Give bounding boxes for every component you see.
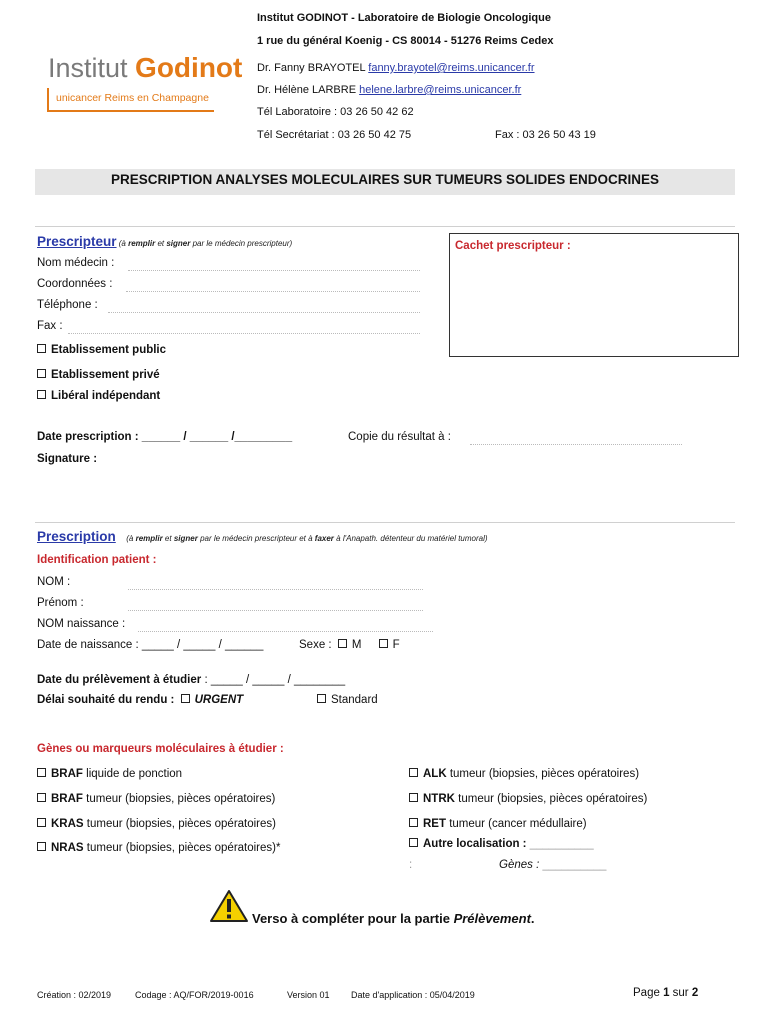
nom-label: NOM : <box>37 576 71 588</box>
gene-ret[interactable]: RET tumeur (cancer médullaire) <box>409 818 587 830</box>
prescripteur-note: (à remplir et signer par le médecin prescripteur) <box>116 239 293 248</box>
copie-resultat-field[interactable] <box>470 443 682 445</box>
checkbox-icon[interactable] <box>409 818 418 827</box>
doctor1-name: Dr. Fanny BRAYOTEL <box>257 62 369 74</box>
section-divider <box>35 226 735 227</box>
checkbox-icon[interactable] <box>409 768 418 777</box>
gene-ntrk[interactable]: NTRK tumeur (biopsies, pièces opératoires) <box>409 793 647 805</box>
doctor1-email-link[interactable]: fanny.brayotel@reims.unicancer.fr <box>368 62 535 74</box>
checkbox-icon[interactable] <box>37 793 46 802</box>
date-prescription[interactable]: Date prescription : ______ / ______ /_________ <box>37 431 293 443</box>
delai-rendu <box>37 694 243 706</box>
checkbox-icon[interactable] <box>317 694 326 703</box>
prescripteur-header <box>37 233 292 251</box>
gene-kras[interactable]: KRAS tumeur (biopsies, pièces opératoires) <box>37 818 276 830</box>
telephone-label: Téléphone : <box>37 299 98 311</box>
prenom-label: Prénom : <box>37 597 84 609</box>
prescription-note: (à remplir et signer par le médecin prescripteur et à faxer à l'Anapath. détenteur du matériel tumoral) <box>126 534 488 543</box>
section-divider <box>35 522 735 523</box>
prescription-heading: Prescription <box>37 529 116 544</box>
warning-icon <box>209 889 249 923</box>
checkbox-icon[interactable] <box>379 639 388 648</box>
logo-word-godinot: Godinot <box>135 52 243 83</box>
checkbox-icon[interactable] <box>409 793 418 802</box>
identification-heading: Identification patient : <box>37 554 157 566</box>
lab-name: Institut GODINOT - Laboratoire de Biologie Oncologique <box>257 12 551 24</box>
checkbox-icon[interactable] <box>37 344 46 353</box>
doctor2-name: Dr. Hélène LARBRE <box>257 84 360 96</box>
fax-field[interactable] <box>68 332 420 334</box>
footer-codage: Codage : AQ/FOR/2019-0016 <box>135 990 254 1000</box>
lab-address: 1 rue du général Koenig - CS 80014 - 51276 Reims Cedex <box>257 35 554 47</box>
footer-creation: Création : 02/2019 <box>37 990 112 1000</box>
standard-option[interactable]: Standard <box>317 694 378 706</box>
prescripteur-heading: Prescripteur <box>37 234 117 249</box>
fax-label: Fax : <box>37 320 63 332</box>
nom-naissance-label: NOM naissance : <box>37 618 126 630</box>
coordonnees-field[interactable] <box>126 290 420 292</box>
tel-secretariat: Tél Secrétariat : 03 26 50 42 75 <box>257 129 412 141</box>
prenom-field[interactable] <box>128 609 423 611</box>
etab-prive-option[interactable]: Etablissement privé <box>37 369 160 381</box>
signature-label: Signature : <box>37 453 98 465</box>
nom-field[interactable] <box>128 588 423 590</box>
doctor2 <box>257 84 521 96</box>
autre-localisation[interactable]: Autre localisation : __________ <box>409 838 594 850</box>
checkbox-icon[interactable] <box>338 639 347 648</box>
gene-braf-liquide[interactable]: BRAF liquide de ponction <box>37 768 182 780</box>
liberal-option[interactable]: Libéral indépendant <box>37 390 160 402</box>
colon-mark: : <box>409 859 413 871</box>
copie-resultat-label: Copie du résultat à : <box>348 431 451 443</box>
verso-note: Verso à compléter pour la partie Prélèvement. <box>252 911 535 926</box>
checkbox-icon[interactable] <box>37 768 46 777</box>
date-prelevement[interactable]: Date du prélèvement à étudier : _____ / _____ / ________ <box>37 674 346 686</box>
cachet-label: Cachet prescripteur : <box>455 240 571 252</box>
checkbox-icon[interactable] <box>37 369 46 378</box>
gene-alk[interactable]: ALK tumeur (biopsies, pièces opératoires) <box>409 768 639 780</box>
footer-application: Date d'application : 05/04/2019 <box>351 990 475 1000</box>
date-naissance[interactable]: Date de naissance : _____ / _____ / ______ <box>37 639 264 651</box>
coordonnees-label: Coordonnées : <box>37 278 113 290</box>
checkbox-icon[interactable] <box>37 818 46 827</box>
checkbox-icon[interactable] <box>37 842 46 851</box>
logo-subtitle: unicancer Reims en Champagne <box>56 92 209 104</box>
checkbox-icon[interactable] <box>181 694 190 703</box>
checkbox-icon[interactable] <box>37 390 46 399</box>
etab-public-option[interactable]: Etablissement public <box>37 344 166 356</box>
genes-heading: Gènes ou marqueurs moléculaires à étudier : <box>37 743 284 755</box>
urgent-option[interactable]: URGENT <box>194 694 244 706</box>
fax-number: Fax : 03 26 50 43 19 <box>495 129 596 141</box>
telephone-field[interactable] <box>108 311 420 313</box>
page-title: PRESCRIPTION ANALYSES MOLECULAIRES SUR TUMEURS SOLIDES ENDOCRINES <box>110 172 660 187</box>
nom-naissance-field[interactable] <box>138 630 433 632</box>
gene-nras[interactable]: NRAS tumeur (biopsies, pièces opératoires)* <box>37 842 280 854</box>
tel-lab: Tél Laboratoire : 03 26 50 42 62 <box>257 106 414 118</box>
nom-medecin-label: Nom médecin : <box>37 257 115 269</box>
gene-braf-tumeur[interactable]: BRAF tumeur (biopsies, pièces opératoires) <box>37 793 275 805</box>
sexe-group <box>299 639 400 651</box>
genes-other-label: Gènes : <box>499 859 540 871</box>
page-number: Page 1 sur 2 <box>633 987 699 999</box>
prescription-header <box>37 528 488 546</box>
sexe-f[interactable]: F <box>392 639 400 651</box>
nom-medecin-field[interactable] <box>128 269 420 271</box>
logo-word-institut: Institut <box>48 53 136 83</box>
genes-other[interactable]: Gènes : __________ <box>499 859 607 871</box>
doctor1 <box>257 62 535 74</box>
footer-version: Version 01 <box>287 990 330 1000</box>
sexe-label: Sexe : <box>299 639 332 651</box>
checkbox-icon[interactable] <box>409 838 418 847</box>
sexe-m[interactable]: M <box>351 639 362 651</box>
doctor2-email-link[interactable]: helene.larbre@reims.unicancer.fr <box>359 84 522 96</box>
delai-label: Délai souhaité du rendu : <box>37 694 175 706</box>
institut-godinot-logo <box>48 52 242 84</box>
